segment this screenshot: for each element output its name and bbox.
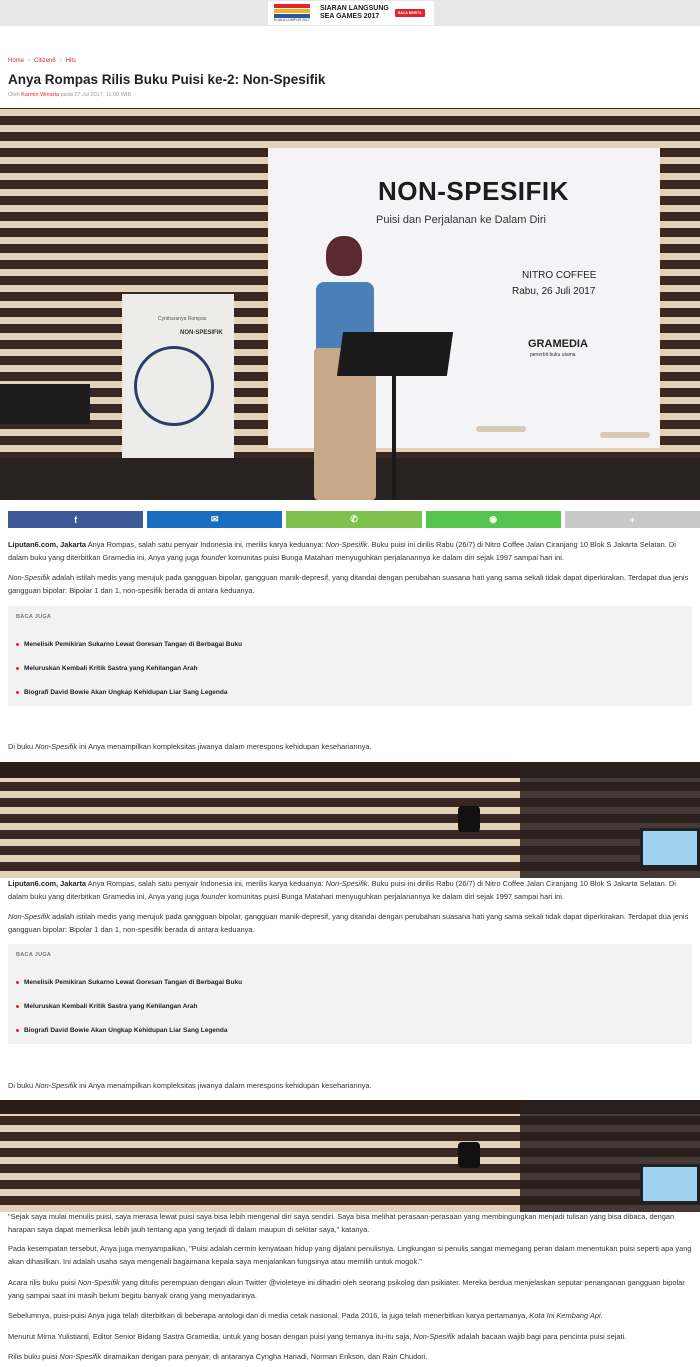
- paragraph-text: . Buku puisi ini dirilis Rabu (26/7) di Nitro Coffee Jalan Ciranjang 10 Blok S Jakarta Selatan. Di dalam buku yang diterbitkan Gramedia ini, Anya yang juga: [8, 540, 676, 562]
- article-paragraph: [8, 740, 694, 753]
- related-link[interactable]: [16, 680, 684, 704]
- paragraph-text: Anya Rompas, salah satu penyair Indonesia ini, merilis karya keduanya:: [86, 540, 326, 549]
- audio-mixer: [0, 384, 90, 424]
- byline-date: pada 27 Jul 2017, 11:00 WIB: [60, 92, 132, 98]
- paragraph-text: Sebelumnya, puisi-puisi Anya juga telah diterbitkan di beberapa antologi dan di media cetak nasional. Pada 2016, ia juga telah menerbitkan karya pertamanya,: [8, 1311, 530, 1320]
- paragraph-text: Menurut Mirna Yulistianti, Editor Senior Bidang Sastra Gramedia, untuk yang bosan dengan puisi yang temanya itu-itu saja,: [8, 1332, 414, 1341]
- article-paragraph: "Sejak saya mulai menulis puisi, saya merasa lewat puisi saya bisa lebih mengenal diri saya sendiri. Saya bisa melihat perasaan-perasaan yang membingungkan menjadi tulisan yang bisa dibaca, dengan harapan saya dapat memeriksa lebih jauh tentang apa yang terjadi di dalam maupun di sekitar saya," katanya.: [8, 1212, 675, 1234]
- related-link-label: Meluruskan Kembali Kritik Sastra yang Kehilangan Arah: [24, 664, 198, 672]
- related-link-label: Menelisik Pemikiran Sukarno Lewat Goresan Tangan di Berbagai Buku: [24, 640, 243, 648]
- speaker-box: [458, 1142, 480, 1168]
- byline-prefix: Oleh: [8, 92, 20, 98]
- breadcrumb-separator: ›: [59, 58, 62, 64]
- related-link[interactable]: [16, 656, 684, 680]
- paragraph-text: Di buku: [8, 742, 36, 751]
- breadcrumb: [8, 58, 76, 64]
- breadcrumb-hits[interactable]: Hits: [65, 58, 77, 64]
- related-link[interactable]: [16, 970, 684, 994]
- book-title-italic: Non-Spesifik: [8, 573, 50, 582]
- top-banner: [0, 0, 700, 26]
- bullet-icon: [16, 667, 19, 670]
- bullet-icon: [16, 981, 19, 984]
- facebook-icon: f: [74, 514, 78, 525]
- paragraph-text: adalah istilah medis yang merujuk pada gangguan bipolar, gangguan manik-depresif, yang ditandai dengan perubahan suasana hati yang sama sekali tidak dapat diperkirakan. Terdapat dua jenis gangguan bipolar: Bipolar 1 dan 1, non-spesifik berada di antara keduanya.: [8, 573, 689, 595]
- breadcrumb-separator: ›: [28, 58, 31, 64]
- share-whatsapp-button[interactable]: [286, 511, 421, 528]
- event-banner-subtitle: Puisi dan Perjalanan ke Dalam Diri: [376, 214, 546, 226]
- paragraph-text: Anya Rompas, salah satu penyair Indonesia ini, merilis karya keduanya:: [86, 879, 326, 888]
- related-link[interactable]: [16, 1018, 684, 1042]
- bullet-icon: [16, 643, 19, 646]
- book-poster: [122, 294, 234, 484]
- book-title-italic: Non-Spesifik: [8, 912, 50, 921]
- paragraph-text: Di buku: [8, 1081, 36, 1090]
- book-title-italic: Non-Spesifik: [325, 540, 368, 549]
- book-poster-title: NON-SPESIFIK: [180, 330, 223, 336]
- logo-caption: KUALA LUMPUR 2017: [274, 18, 310, 22]
- ad-read-button[interactable]: BACA BERITA: [395, 9, 425, 17]
- bullet-icon: [16, 1005, 19, 1008]
- article-paragraph: [8, 1350, 694, 1363]
- bullet-icon: [16, 691, 19, 694]
- whatsapp-icon: ✆: [350, 514, 358, 524]
- sea-games-ad[interactable]: [268, 1, 434, 25]
- article-byline: [8, 92, 131, 98]
- sea-games-logo: [270, 2, 316, 24]
- hero-photo[interactable]: [0, 108, 700, 500]
- gramedia-tagline: penerbit buku utama: [530, 352, 576, 358]
- article-paragraph: [8, 538, 694, 564]
- related-heading: BACA JUGA: [16, 614, 52, 620]
- paragraph-text: ini Anya menampilkan kompleksitas jiwanya dalam merespons kehidupan kesehariannya.: [77, 742, 372, 751]
- share-more-button[interactable]: [565, 511, 700, 528]
- related-link[interactable]: [16, 994, 684, 1018]
- stool-seat: [476, 426, 526, 432]
- related-articles-box: [8, 944, 692, 1044]
- article-paragraph: [8, 1309, 694, 1322]
- bullet-icon: [16, 1029, 19, 1032]
- book-title-italic: Non-Spesifik: [413, 1332, 456, 1341]
- share-messenger-button[interactable]: [147, 511, 282, 528]
- ad-headline-2: SEA GAMES 2017: [320, 13, 380, 20]
- article-paragraph: [8, 1276, 694, 1302]
- paragraph-text: yang ditulis perempuan dengan akun Twitter @violeteye ini dihadiri oleh seorang psikolog dan psikiater. Mereka berdua menjelaskan seputar penanganan gangguan bipolar yang sampai saat ini masih belum begitu banyak orang yang menyadarinya.: [8, 1278, 685, 1300]
- paragraph-text: .: [600, 1311, 603, 1320]
- article-paragraph: [8, 910, 694, 936]
- share-facebook-button[interactable]: [8, 511, 143, 528]
- speaker-box: [458, 806, 480, 832]
- book-title-italic: Non-Spesifik: [35, 1081, 78, 1090]
- related-link-label: Menelisik Pemikiran Sukarno Lewat Goresan Tangan di Berbagai Buku: [24, 978, 243, 986]
- related-link-label: Biografi David Bowie Akan Ungkap Kehidupan Liar Sang Legenda: [24, 688, 228, 696]
- book-cover-swirl: [134, 346, 214, 426]
- paragraph-text: komunitas puisi Bunga Matahari menyuguhkan perjalanannya ke dalam diri sejak 1997 sampai hari ini.: [226, 892, 564, 901]
- article-title: Anya Rompas Rilis Buku Puisi ke-2: Non-Spesifik: [8, 72, 326, 87]
- book-title-italic: Non-Spesifik: [59, 1352, 102, 1361]
- music-stand-pole: [392, 374, 396, 500]
- book-poster-author: Cyntharanya Rompas: [158, 316, 207, 322]
- article-photo[interactable]: [0, 1100, 700, 1212]
- paragraph-text: komunitas puisi Bunga Matahari menyuguhkan perjalanannya ke dalam diri sejak 1997 sampai hari ini.: [226, 553, 564, 562]
- tv-screen: [640, 828, 700, 868]
- book-title-italic: Non-Spesifik: [325, 879, 368, 888]
- paragraph-text: diramaikan dengan para penyair, di antaranya Cyngha Hariadi, Norman Erikson, dan Rain Chudori.: [101, 1352, 428, 1361]
- paragraph-text: Acara rilis buku puisi: [8, 1278, 78, 1287]
- related-link-label: Biografi David Bowie Akan Ungkap Kehidupan Liar Sang Legenda: [24, 1026, 228, 1034]
- related-heading: BACA JUGA: [16, 952, 52, 958]
- line-icon: ◉: [489, 514, 498, 524]
- article-photo[interactable]: [0, 762, 700, 878]
- article-paragraph: [8, 571, 694, 597]
- event-banner-venue: NITRO COFFEE: [522, 270, 597, 281]
- dateline: Liputan6.com, Jakarta: [8, 879, 87, 888]
- paragraph-text: Rilis buku puisi: [8, 1352, 60, 1361]
- breadcrumb-home[interactable]: Home: [8, 58, 25, 64]
- ad-headline-1: SIARAN LANGSUNG: [320, 5, 389, 12]
- article-paragraph: [8, 1079, 694, 1092]
- share-bar: [8, 511, 700, 528]
- event-banner-date: Rabu, 26 Juli 2017: [512, 286, 596, 297]
- paragraph-text: ini Anya menampilkan kompleksitas jiwanya dalam merespons kehidupan kesehariannya.: [77, 1081, 372, 1090]
- messenger-icon: ✉: [211, 514, 219, 524]
- tv-screen: [640, 1164, 700, 1204]
- plus-icon: +: [629, 514, 636, 525]
- book-title-italic: Kota Ini Kembang Api: [529, 1311, 601, 1320]
- ad-headline: [320, 5, 389, 21]
- gramedia-logo: GRAMEDIA: [528, 338, 588, 350]
- breadcrumb-citizen6[interactable]: Citizen6: [34, 58, 56, 64]
- related-link[interactable]: [16, 632, 684, 656]
- related-link-label: Meluruskan Kembali Kritik Sastra yang Kehilangan Arah: [24, 1002, 198, 1010]
- dateline: Liputan6.com, Jakarta: [8, 540, 87, 549]
- book-title-italic: Non-Spesifik: [35, 742, 78, 751]
- book-title-italic: Non-Spesifik: [77, 1278, 120, 1287]
- paragraph-text: adalah bacaan wajib bagi para pencinta puisi sejati.: [455, 1332, 627, 1341]
- italic-term: founder: [201, 553, 227, 562]
- article-paragraph: [8, 1330, 694, 1343]
- article-paragraph: [8, 877, 694, 903]
- article-paragraph: Pada kesempatan tersebut, Anya juga menyampaikan, "Puisi adalah cermin kenyataan hidup yang dijalani penulisnya. Lingkungan si penulis sangat memegang peran dalam menentukan puisi seperti apa yang akan dihasilkan. Ini adalah usaha saya mengenali bagaimana kepala saya menjalankan fungsinya atau memilih untuk mogok.": [8, 1244, 692, 1266]
- italic-term: founder: [201, 892, 227, 901]
- music-stand: [337, 332, 453, 376]
- stool-seat: [600, 432, 650, 438]
- paragraph-text: . Buku puisi ini dirilis Rabu (26/7) di Nitro Coffee Jalan Ciranjang 10 Blok S Jakarta Selatan. Di dalam buku yang diterbitkan Gramedia ini, Anya yang juga: [8, 879, 676, 901]
- share-line-button[interactable]: [426, 511, 561, 528]
- author-link[interactable]: Karmin Winarta: [21, 92, 60, 98]
- paragraph-text: adalah istilah medis yang merujuk pada gangguan bipolar, gangguan manik-depresif, yang ditandai dengan perubahan suasana hati yang sama sekali tidak dapat diperkirakan. Terdapat dua jenis gangguan bipolar: Bipolar 1 dan 1, non-spesifik berada di antara keduanya.: [8, 912, 689, 934]
- event-banner-title: NON-SPESIFIK: [378, 176, 569, 206]
- related-articles-box: [8, 606, 692, 706]
